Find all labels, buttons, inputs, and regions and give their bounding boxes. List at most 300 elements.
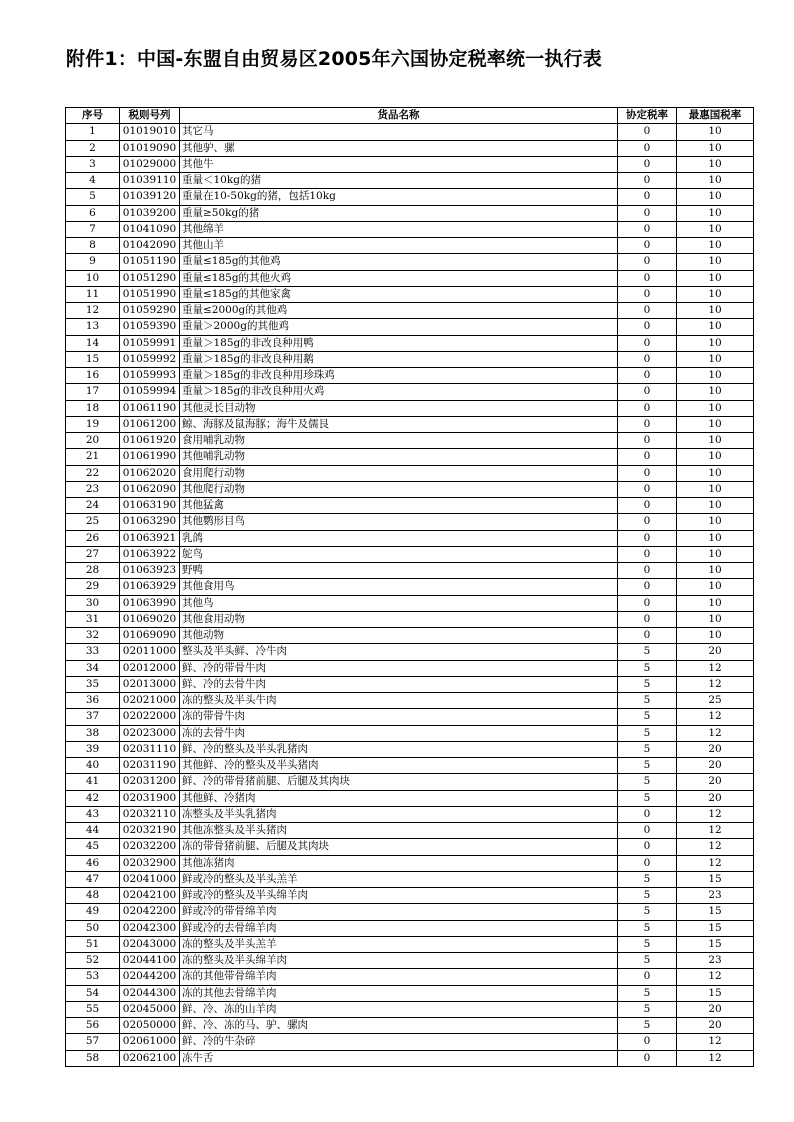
- goods-name-cell: 其他冻猪肉: [180, 855, 618, 871]
- table-row: [66, 351, 754, 367]
- mfn-rate-cell: 20: [677, 758, 754, 774]
- goods-name-cell: 重量≤185g的其他鸡: [180, 254, 618, 270]
- agreement-rate-cell: 5: [618, 953, 677, 969]
- table-row: [66, 806, 754, 822]
- tariff-code-cell: 02021000: [120, 693, 180, 709]
- table-row: [66, 871, 754, 887]
- header-row: [66, 108, 754, 124]
- table-row: [66, 400, 754, 416]
- table-row: [66, 676, 754, 692]
- mfn-rate-cell: 10: [677, 611, 754, 627]
- serial-cell: 48: [66, 888, 120, 904]
- mfn-rate-cell: 10: [677, 221, 754, 237]
- tariff-code-cell: 02044200: [120, 969, 180, 985]
- goods-name-cell: 冻的带骨牛肉: [180, 709, 618, 725]
- table-row: [66, 823, 754, 839]
- tariff-code-cell: 01059994: [120, 384, 180, 400]
- agreement-rate-cell: 0: [618, 238, 677, 254]
- agreement-rate-cell: 0: [618, 124, 677, 140]
- mfn-rate-cell: 25: [677, 693, 754, 709]
- goods-name-cell: 鸵鸟: [180, 546, 618, 562]
- mfn-rate-cell: 10: [677, 579, 754, 595]
- goods-name-cell: 鲜或冷的整头及半头羔羊: [180, 871, 618, 887]
- mfn-rate-cell: 12: [677, 969, 754, 985]
- table-row: [66, 693, 754, 709]
- goods-name-cell: 鲜或冷的整头及半头绵羊肉: [180, 888, 618, 904]
- goods-name-cell: 重量＞185g的非改良种用火鸡: [180, 384, 618, 400]
- mfn-rate-cell: 10: [677, 465, 754, 481]
- table-row: [66, 611, 754, 627]
- table-row: [66, 758, 754, 774]
- agreement-rate-cell: 5: [618, 774, 677, 790]
- serial-cell: 10: [66, 270, 120, 286]
- mfn-rate-cell: 12: [677, 855, 754, 871]
- goods-name-cell: 其它马: [180, 124, 618, 140]
- table-row: [66, 189, 754, 205]
- tariff-code-cell: 02012000: [120, 660, 180, 676]
- serial-cell: 56: [66, 1018, 120, 1034]
- tariff-code-cell: 02032110: [120, 806, 180, 822]
- mfn-rate-cell: 10: [677, 628, 754, 644]
- tariff-code-cell: 02031110: [120, 741, 180, 757]
- serial-cell: 27: [66, 546, 120, 562]
- serial-cell: 9: [66, 254, 120, 270]
- agreement-rate-cell: 0: [618, 546, 677, 562]
- goods-name-cell: 鲜、冷的整头及半头乳猪肉: [180, 741, 618, 757]
- agreement-rate-cell: 5: [618, 888, 677, 904]
- serial-cell: 2: [66, 140, 120, 156]
- header-agreement-rate: 协定税率: [618, 108, 677, 124]
- table-row: [66, 238, 754, 254]
- goods-name-cell: 其他鲜、冷猪肉: [180, 790, 618, 806]
- goods-name-cell: 其他驴、骡: [180, 140, 618, 156]
- goods-name-cell: 冻的整头及半头牛肉: [180, 693, 618, 709]
- agreement-rate-cell: 5: [618, 936, 677, 952]
- table-row: [66, 774, 754, 790]
- tariff-code-cell: 01061920: [120, 433, 180, 449]
- agreement-rate-cell: 0: [618, 611, 677, 627]
- agreement-rate-cell: 0: [618, 433, 677, 449]
- mfn-rate-cell: 10: [677, 481, 754, 497]
- serial-cell: 32: [66, 628, 120, 644]
- goods-name-cell: 鲜、冷、冻的山羊肉: [180, 1001, 618, 1017]
- agreement-rate-cell: 0: [618, 319, 677, 335]
- agreement-rate-cell: 0: [618, 595, 677, 611]
- header-goods-name: 货品名称: [180, 108, 618, 124]
- mfn-rate-cell: 10: [677, 303, 754, 319]
- table-row: [66, 595, 754, 611]
- agreement-rate-cell: 5: [618, 693, 677, 709]
- table-row: [66, 709, 754, 725]
- tariff-code-cell: 01062090: [120, 481, 180, 497]
- mfn-rate-cell: 10: [677, 514, 754, 530]
- serial-cell: 14: [66, 335, 120, 351]
- serial-cell: 42: [66, 790, 120, 806]
- tariff-code-cell: 02031900: [120, 790, 180, 806]
- agreement-rate-cell: 0: [618, 465, 677, 481]
- table-body: [66, 124, 754, 1067]
- serial-cell: 37: [66, 709, 120, 725]
- mfn-rate-cell: 10: [677, 449, 754, 465]
- table-row: [66, 173, 754, 189]
- serial-cell: 43: [66, 806, 120, 822]
- serial-cell: 17: [66, 384, 120, 400]
- goods-name-cell: 其他牛: [180, 156, 618, 172]
- tariff-code-cell: 01039200: [120, 205, 180, 221]
- mfn-rate-cell: 12: [677, 806, 754, 822]
- agreement-rate-cell: 0: [618, 449, 677, 465]
- serial-cell: 39: [66, 741, 120, 757]
- serial-cell: 3: [66, 156, 120, 172]
- tariff-code-cell: 02061000: [120, 1034, 180, 1050]
- mfn-rate-cell: 10: [677, 416, 754, 432]
- mfn-rate-cell: 10: [677, 546, 754, 562]
- tariff-code-cell: 02031190: [120, 758, 180, 774]
- mfn-rate-cell: 15: [677, 904, 754, 920]
- tariff-code-cell: 02044100: [120, 953, 180, 969]
- agreement-rate-cell: 0: [618, 514, 677, 530]
- table-row: [66, 1001, 754, 1017]
- serial-cell: 13: [66, 319, 120, 335]
- serial-cell: 34: [66, 660, 120, 676]
- goods-name-cell: 其他鹦形目鸟: [180, 514, 618, 530]
- table-row: [66, 1034, 754, 1050]
- serial-cell: 26: [66, 530, 120, 546]
- agreement-rate-cell: 0: [618, 530, 677, 546]
- mfn-rate-cell: 12: [677, 1050, 754, 1066]
- goods-name-cell: 食用爬行动物: [180, 465, 618, 481]
- tariff-code-cell: 01059290: [120, 303, 180, 319]
- mfn-rate-cell: 20: [677, 774, 754, 790]
- tariff-code-cell: 01059991: [120, 335, 180, 351]
- mfn-rate-cell: 10: [677, 335, 754, 351]
- tariff-code-cell: 02042300: [120, 920, 180, 936]
- agreement-rate-cell: 0: [618, 189, 677, 205]
- agreement-rate-cell: 0: [618, 839, 677, 855]
- document-title: 附件1：中国-东盟自由贸易区2005年六国协定税率统一执行表: [66, 48, 602, 70]
- mfn-rate-cell: 12: [677, 1034, 754, 1050]
- serial-cell: 23: [66, 481, 120, 497]
- header-tariff-code: 税则号列: [120, 108, 180, 124]
- goods-name-cell: 其他灵长目动物: [180, 400, 618, 416]
- mfn-rate-cell: 10: [677, 205, 754, 221]
- goods-name-cell: 冻整头及半头乳猪肉: [180, 806, 618, 822]
- table-row: [66, 368, 754, 384]
- goods-name-cell: 其他食用动物: [180, 611, 618, 627]
- mfn-rate-cell: 20: [677, 644, 754, 660]
- agreement-rate-cell: 5: [618, 741, 677, 757]
- serial-cell: 8: [66, 238, 120, 254]
- mfn-rate-cell: 20: [677, 1018, 754, 1034]
- mfn-rate-cell: 10: [677, 254, 754, 270]
- serial-cell: 24: [66, 498, 120, 514]
- mfn-rate-cell: 10: [677, 189, 754, 205]
- goods-name-cell: 重量≤185g的其他火鸡: [180, 270, 618, 286]
- mfn-rate-cell: 12: [677, 709, 754, 725]
- mfn-rate-cell: 12: [677, 660, 754, 676]
- mfn-rate-cell: 10: [677, 286, 754, 302]
- mfn-rate-cell: 10: [677, 563, 754, 579]
- tariff-code-cell: 02044300: [120, 985, 180, 1001]
- serial-cell: 52: [66, 953, 120, 969]
- agreement-rate-cell: 0: [618, 270, 677, 286]
- table-row: [66, 303, 754, 319]
- mfn-rate-cell: 20: [677, 1001, 754, 1017]
- serial-cell: 12: [66, 303, 120, 319]
- agreement-rate-cell: 5: [618, 644, 677, 660]
- agreement-rate-cell: 0: [618, 400, 677, 416]
- agreement-rate-cell: 0: [618, 498, 677, 514]
- tariff-code-cell: 01019010: [120, 124, 180, 140]
- tariff-code-cell: 01029000: [120, 156, 180, 172]
- goods-name-cell: 重量＞185g的非改良种用鹅: [180, 351, 618, 367]
- serial-cell: 50: [66, 920, 120, 936]
- tariff-code-cell: 02022000: [120, 709, 180, 725]
- table-row: [66, 579, 754, 595]
- serial-cell: 20: [66, 433, 120, 449]
- mfn-rate-cell: 10: [677, 124, 754, 140]
- agreement-rate-cell: 0: [618, 156, 677, 172]
- goods-name-cell: 重量≥50kg的猪: [180, 205, 618, 221]
- table-row: [66, 790, 754, 806]
- mfn-rate-cell: 10: [677, 368, 754, 384]
- agreement-rate-cell: 5: [618, 904, 677, 920]
- mfn-rate-cell: 15: [677, 871, 754, 887]
- mfn-rate-cell: 10: [677, 595, 754, 611]
- tariff-code-cell: 01051190: [120, 254, 180, 270]
- goods-name-cell: 其他山羊: [180, 238, 618, 254]
- agreement-rate-cell: 5: [618, 758, 677, 774]
- table-row: [66, 465, 754, 481]
- table-header: [66, 108, 754, 124]
- serial-cell: 6: [66, 205, 120, 221]
- serial-cell: 51: [66, 936, 120, 952]
- table-row: [66, 839, 754, 855]
- goods-name-cell: 鲜、冷、冻的马、驴、骡肉: [180, 1018, 618, 1034]
- mfn-rate-cell: 10: [677, 530, 754, 546]
- goods-name-cell: 重量＞2000g的其他鸡: [180, 319, 618, 335]
- goods-name-cell: 重量≤2000g的其他鸡: [180, 303, 618, 319]
- mfn-rate-cell: 12: [677, 725, 754, 741]
- table-row: [66, 644, 754, 660]
- header-serial: 序号: [66, 108, 120, 124]
- tariff-code-cell: 01051290: [120, 270, 180, 286]
- serial-cell: 36: [66, 693, 120, 709]
- mfn-rate-cell: 15: [677, 985, 754, 1001]
- agreement-rate-cell: 0: [618, 351, 677, 367]
- agreement-rate-cell: 0: [618, 416, 677, 432]
- tariff-code-cell: 02011000: [120, 644, 180, 660]
- mfn-rate-cell: 23: [677, 888, 754, 904]
- goods-name-cell: 重量在10-50kg的猪，包括10kg: [180, 189, 618, 205]
- agreement-rate-cell: 0: [618, 384, 677, 400]
- serial-cell: 46: [66, 855, 120, 871]
- table-row: [66, 1050, 754, 1066]
- agreement-rate-cell: 0: [618, 969, 677, 985]
- table-row: [66, 433, 754, 449]
- mfn-rate-cell: 10: [677, 433, 754, 449]
- tariff-code-cell: 01063190: [120, 498, 180, 514]
- table-row: [66, 481, 754, 497]
- serial-cell: 58: [66, 1050, 120, 1066]
- mfn-rate-cell: 10: [677, 400, 754, 416]
- tariff-code-cell: 02062100: [120, 1050, 180, 1066]
- serial-cell: 40: [66, 758, 120, 774]
- tariff-code-cell: 02032200: [120, 839, 180, 855]
- serial-cell: 25: [66, 514, 120, 530]
- tariff-code-cell: 02013000: [120, 676, 180, 692]
- mfn-rate-cell: 10: [677, 319, 754, 335]
- tariff-code-cell: 02032900: [120, 855, 180, 871]
- agreement-rate-cell: 5: [618, 1001, 677, 1017]
- tariff-code-cell: 01041090: [120, 221, 180, 237]
- goods-name-cell: 重量≤185g的其他家禽: [180, 286, 618, 302]
- goods-name-cell: 冻的其他去骨绵羊肉: [180, 985, 618, 1001]
- mfn-rate-cell: 15: [677, 936, 754, 952]
- agreement-rate-cell: 0: [618, 628, 677, 644]
- mfn-rate-cell: 10: [677, 173, 754, 189]
- mfn-rate-cell: 23: [677, 953, 754, 969]
- mfn-rate-cell: 10: [677, 238, 754, 254]
- goods-name-cell: 鲜、冷的牛杂碎: [180, 1034, 618, 1050]
- agreement-rate-cell: 0: [618, 303, 677, 319]
- serial-cell: 19: [66, 416, 120, 432]
- agreement-rate-cell: 5: [618, 725, 677, 741]
- goods-name-cell: 鲜或冷的带骨绵羊肉: [180, 904, 618, 920]
- serial-cell: 53: [66, 969, 120, 985]
- table-row: [66, 498, 754, 514]
- agreement-rate-cell: 0: [618, 563, 677, 579]
- serial-cell: 57: [66, 1034, 120, 1050]
- goods-name-cell: 冻的整头及半头绵羊肉: [180, 953, 618, 969]
- goods-name-cell: 其他鲜、冷的整头及半头猪肉: [180, 758, 618, 774]
- serial-cell: 30: [66, 595, 120, 611]
- table-row: [66, 205, 754, 221]
- mfn-rate-cell: 10: [677, 140, 754, 156]
- agreement-rate-cell: 5: [618, 985, 677, 1001]
- table-row: [66, 254, 754, 270]
- tariff-table: [65, 107, 754, 1067]
- goods-name-cell: 鲸、海豚及鼠海豚；海牛及儒艮: [180, 416, 618, 432]
- table-row: [66, 920, 754, 936]
- serial-cell: 41: [66, 774, 120, 790]
- goods-name-cell: 其他猛禽: [180, 498, 618, 514]
- tariff-code-cell: 01061200: [120, 416, 180, 432]
- serial-cell: 21: [66, 449, 120, 465]
- goods-name-cell: 冻的去骨牛肉: [180, 725, 618, 741]
- mfn-rate-cell: 20: [677, 790, 754, 806]
- header-mfn-rate: 最惠国税率: [677, 108, 754, 124]
- goods-name-cell: 重量＞185g的非改良种用鸭: [180, 335, 618, 351]
- goods-name-cell: 野鸭: [180, 563, 618, 579]
- tariff-code-cell: 01063290: [120, 514, 180, 530]
- mfn-rate-cell: 10: [677, 351, 754, 367]
- tariff-code-cell: 01042090: [120, 238, 180, 254]
- mfn-rate-cell: 12: [677, 676, 754, 692]
- agreement-rate-cell: 0: [618, 481, 677, 497]
- mfn-rate-cell: 20: [677, 741, 754, 757]
- agreement-rate-cell: 5: [618, 676, 677, 692]
- table-row: [66, 888, 754, 904]
- table-row: [66, 725, 754, 741]
- serial-cell: 1: [66, 124, 120, 140]
- goods-name-cell: 重量＞185g的非改良种用珍珠鸡: [180, 368, 618, 384]
- table-row: [66, 985, 754, 1001]
- agreement-rate-cell: 0: [618, 173, 677, 189]
- serial-cell: 33: [66, 644, 120, 660]
- tariff-code-cell: 02050000: [120, 1018, 180, 1034]
- table-row: [66, 124, 754, 140]
- tariff-code-cell: 02041000: [120, 871, 180, 887]
- goods-name-cell: 鲜、冷的带骨牛肉: [180, 660, 618, 676]
- serial-cell: 31: [66, 611, 120, 627]
- table-row: [66, 416, 754, 432]
- serial-cell: 45: [66, 839, 120, 855]
- goods-name-cell: 冻的其他带骨绵羊肉: [180, 969, 618, 985]
- tariff-code-cell: 01019090: [120, 140, 180, 156]
- mfn-rate-cell: 12: [677, 823, 754, 839]
- goods-name-cell: 其他绵羊: [180, 221, 618, 237]
- serial-cell: 35: [66, 676, 120, 692]
- tariff-code-cell: 01063922: [120, 546, 180, 562]
- tariff-code-cell: 02042200: [120, 904, 180, 920]
- table-row: [66, 969, 754, 985]
- serial-cell: 4: [66, 173, 120, 189]
- serial-cell: 22: [66, 465, 120, 481]
- table-row: [66, 286, 754, 302]
- tariff-code-cell: 01062020: [120, 465, 180, 481]
- table-row: [66, 514, 754, 530]
- agreement-rate-cell: 5: [618, 920, 677, 936]
- tariff-code-cell: 01051990: [120, 286, 180, 302]
- tariff-code-cell: 01039120: [120, 189, 180, 205]
- table-row: [66, 660, 754, 676]
- table-row: [66, 563, 754, 579]
- mfn-rate-cell: 10: [677, 270, 754, 286]
- goods-name-cell: 冻的带骨猪前腿、后腿及其肉块: [180, 839, 618, 855]
- agreement-rate-cell: 0: [618, 806, 677, 822]
- serial-cell: 54: [66, 985, 120, 1001]
- table-row: [66, 741, 754, 757]
- tariff-code-cell: 01059993: [120, 368, 180, 384]
- serial-cell: 7: [66, 221, 120, 237]
- agreement-rate-cell: 0: [618, 140, 677, 156]
- tariff-code-cell: 01063929: [120, 579, 180, 595]
- serial-cell: 16: [66, 368, 120, 384]
- table-row: [66, 546, 754, 562]
- tariff-code-cell: 01059390: [120, 319, 180, 335]
- tariff-code-cell: 02045000: [120, 1001, 180, 1017]
- serial-cell: 28: [66, 563, 120, 579]
- serial-cell: 47: [66, 871, 120, 887]
- goods-name-cell: 鲜、冷的去骨牛肉: [180, 676, 618, 692]
- agreement-rate-cell: 0: [618, 335, 677, 351]
- tariff-code-cell: 02043000: [120, 936, 180, 952]
- serial-cell: 55: [66, 1001, 120, 1017]
- goods-name-cell: 鲜或冷的去骨绵羊肉: [180, 920, 618, 936]
- agreement-rate-cell: 5: [618, 1018, 677, 1034]
- goods-name-cell: 其他哺乳动物: [180, 449, 618, 465]
- goods-name-cell: 其他动物: [180, 628, 618, 644]
- agreement-rate-cell: 5: [618, 660, 677, 676]
- agreement-rate-cell: 0: [618, 205, 677, 221]
- goods-name-cell: 食用哺乳动物: [180, 433, 618, 449]
- table-row: [66, 530, 754, 546]
- agreement-rate-cell: 0: [618, 579, 677, 595]
- agreement-rate-cell: 5: [618, 709, 677, 725]
- goods-name-cell: 冻牛舌: [180, 1050, 618, 1066]
- goods-name-cell: 其他食用鸟: [180, 579, 618, 595]
